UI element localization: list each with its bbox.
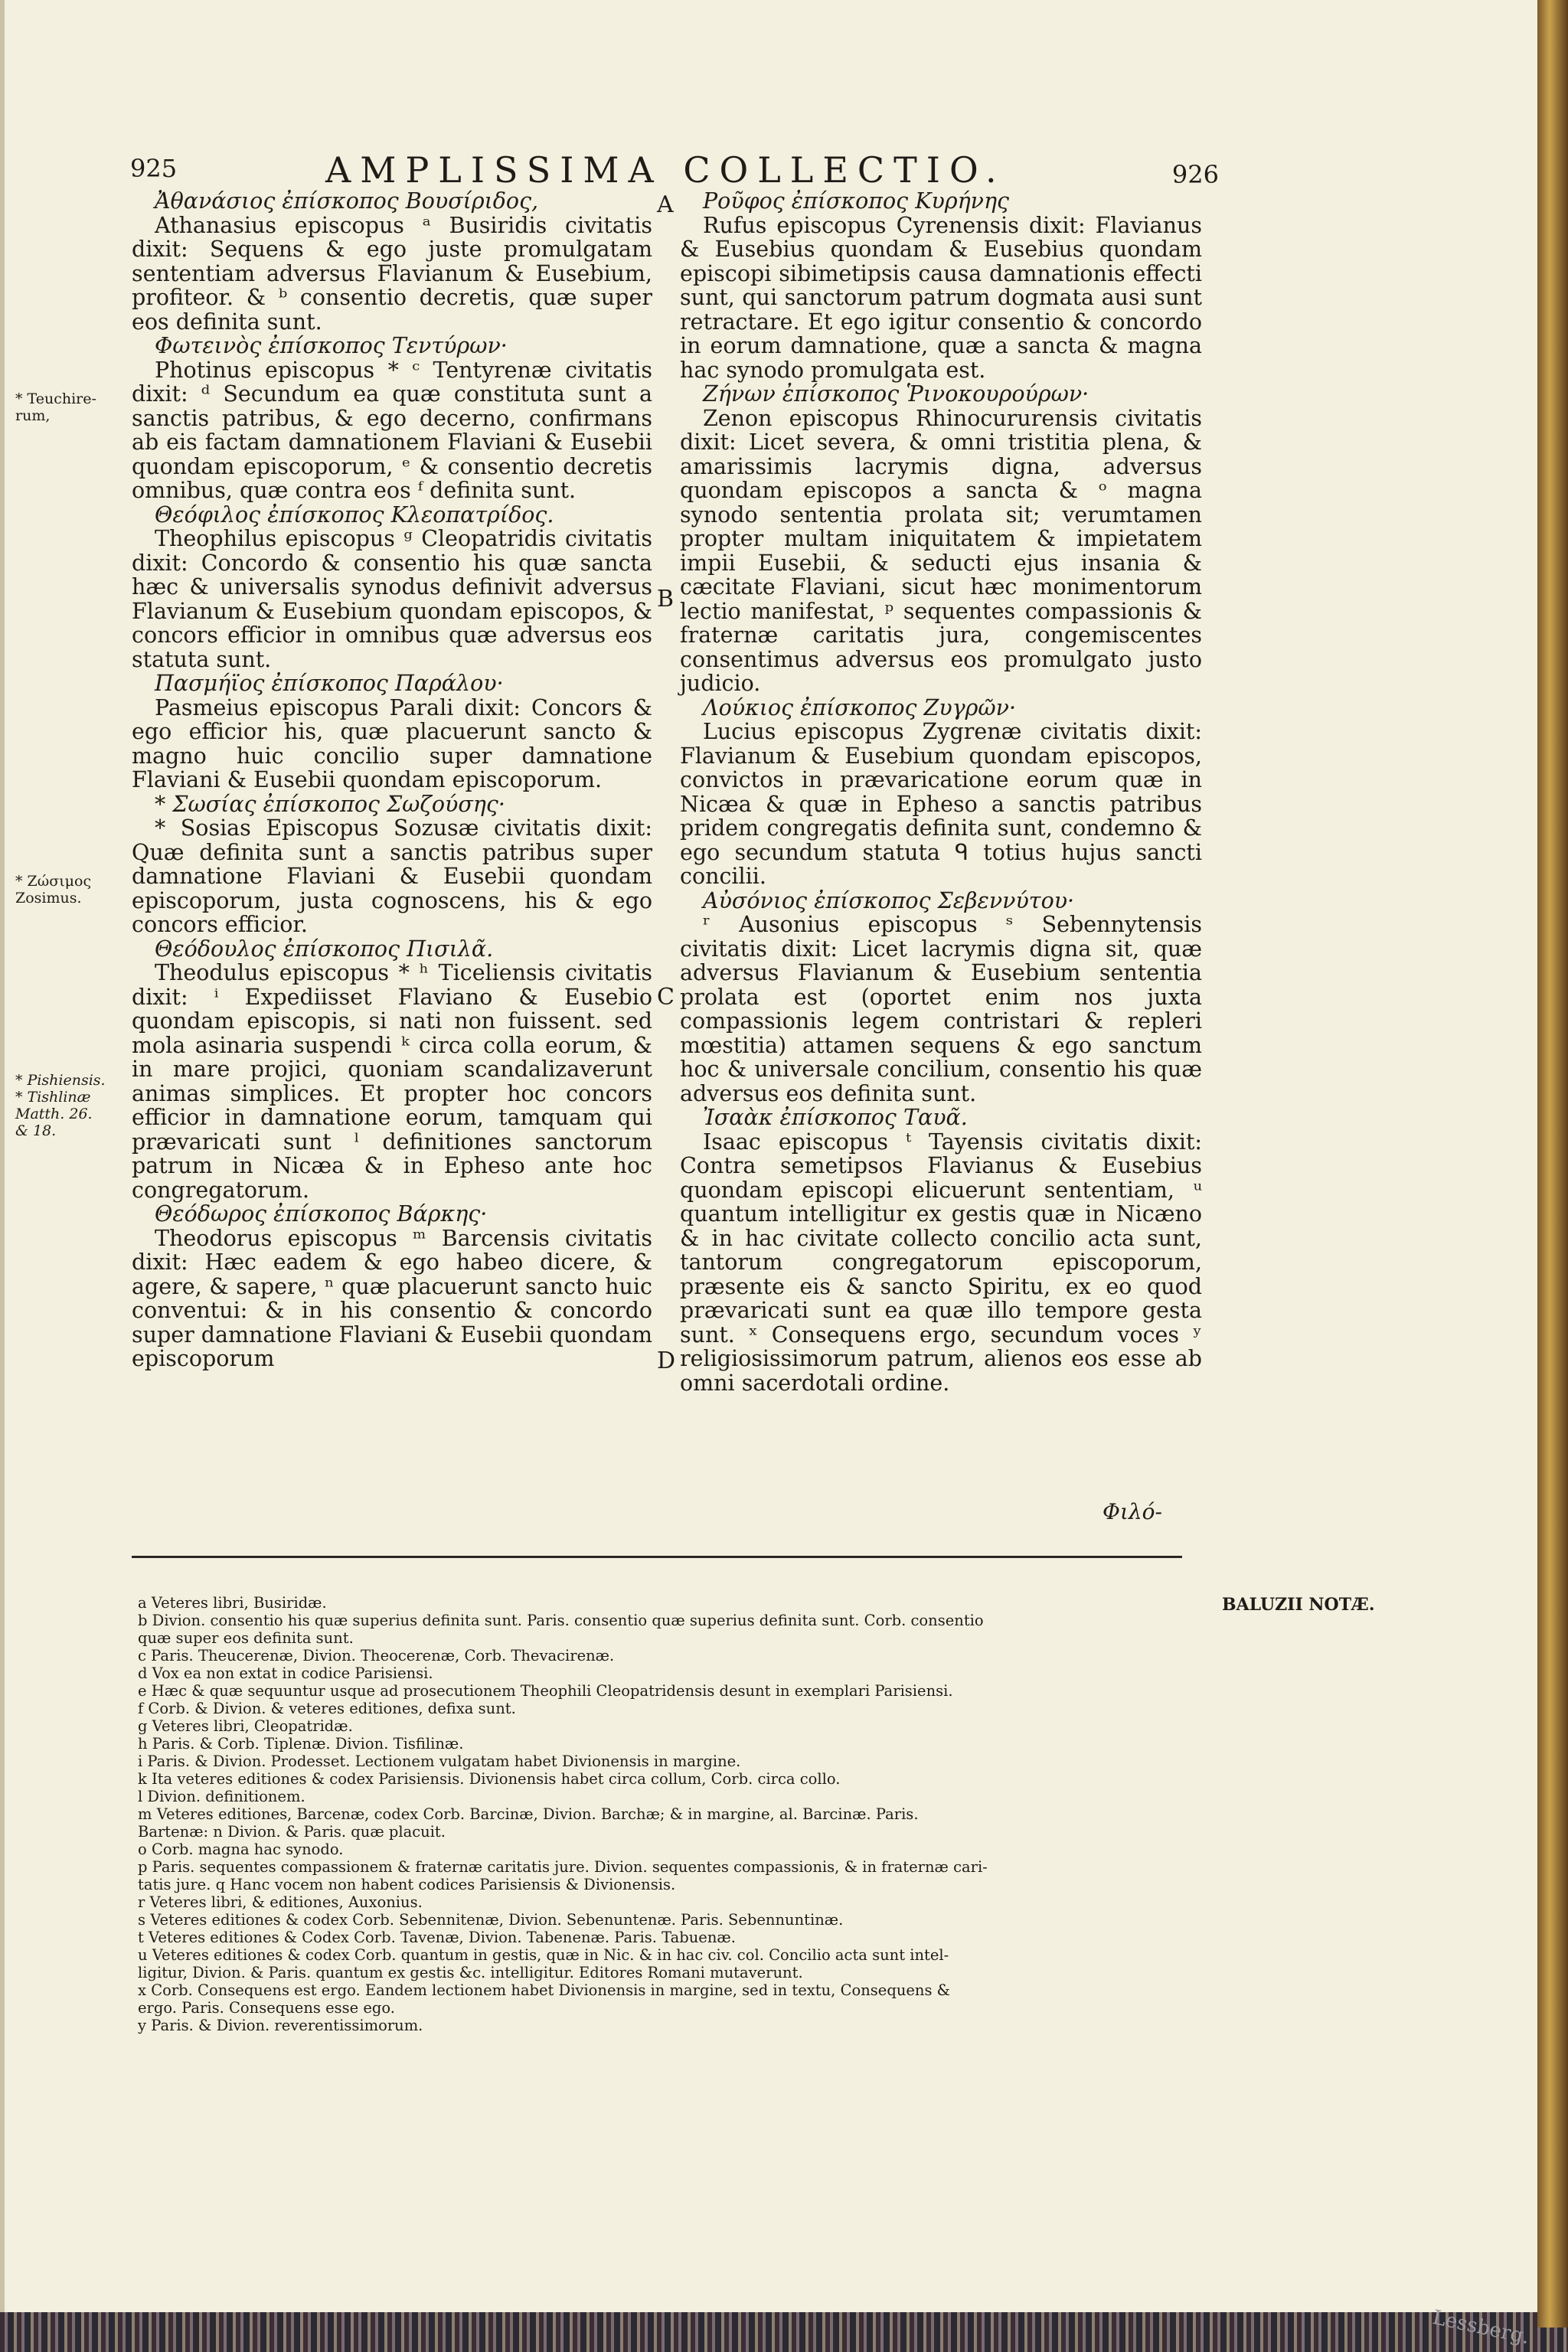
footnote-line: m Veteres editiones, Barcenæ, codex Corb. Barcinæ, Divion. Barchæ; & in margine, al. Barcinæ. Paris. [138, 1805, 919, 1823]
footnote-line: ergo. Paris. Consequens esse ego. [138, 1999, 395, 2017]
greek-heading: Αὐσόνιος ἐπίσκοπος Σεβεννύτου· [703, 887, 1075, 913]
footnote-line: f Corb. & Divion. & veteres editiones, defixa sunt. [138, 1700, 516, 1717]
latin-paragraph: * Sosias Episcopus Sozusæ civitatis dixit: Quæ definita sunt a sanctis patribus super damnatione Flaviani & Eusebii quondam episcoporum, justa cognoscens, his & ego concors efficior. [132, 815, 652, 937]
footnote-rule [132, 1556, 1182, 1558]
latin-paragraph: Zenon episcopus Rhinocururensis civitatis dixit: Licet severa, & omni tristitia plena, & amarissimis lacrymis digna, adversus quondam episcopos a sancta & ᵒ magna synodo sententia prolata sit; verumtamen propter multam iniquitatem & impietatem impii Eusebii, & seducti ejus insania & cæcitate Flaviani, sicut hæc monimentorum lectio manifestat, ᵖ sequentes compassionis & fraternæ caritatis jura, congemiscentes consentimus adversus eos promulgato justo judicio. [680, 405, 1202, 696]
section-marker-a: A [657, 191, 674, 218]
page-number-right: 926 [1171, 160, 1219, 189]
margin-note: * Ζώσιμος Zosimus. [15, 873, 92, 906]
greek-heading: Πασμήϊος ἐπίσκοπος Παράλου· [155, 671, 504, 696]
greek-heading: Ζήνων ἐπίσκοπος Ῥινοκουρούρων· [703, 381, 1089, 407]
latin-paragraph: Theodorus episcopus ᵐ Barcensis civitatis dixit: Hæc eadem & ego habeo dicere, & agere, & sapere, ⁿ quæ placuerunt sancto huic conventui: & in his consentio & concordo super damnatione Flaviani & Eusebii quondam episcoporum [132, 1225, 652, 1371]
footnote-line: r Veteres libri, & editiones, Auxonius. [138, 1893, 423, 1911]
footnote-line: ligitur, Divion. & Paris. quantum ex gestis &c. intelligitur. Editores Romani mutaverunt. [138, 1964, 803, 1981]
footnote-line: e Hæc & quæ sequuntur usque ad prosecutionem Theophili Cleopatridensis desunt in exemplari Parisiensi. [138, 1682, 953, 1700]
footnote-line: c Paris. Theucerenæ, Divion. Theocerenæ, Corb. Thevacirenæ. [138, 1647, 615, 1664]
latin-paragraph: Lucius episcopus Zygrenæ civitatis dixit: Flavianum & Eusebium quondam episcopos, convictos in prævaricatione eorum quæ in Nicæa & quæ in Ephesо a sanctis patribus pridem congregatis definita sunt, condemno & ego secundum statuta ᑫ totius hujus sancti concilii. [680, 719, 1202, 889]
greek-heading: Θεόδωρος ἐπίσκοπος Βάρκης· [155, 1201, 488, 1227]
latin-paragraph: Theodulus episcopus * ʰ Ticeliensis civitatis dixit: ⁱ Expediisset Flaviano & Eusebio quondam episcopis, si nati non fuissent. sed mola asinaria suspendi ᵏ circa colla eorum, & in mare projici, quoniam scandalizaverunt animas simplices. Et propter hoc concors efficior in damnatione eorum, tamquam qui prævaricati sunt ˡ definitiones sanctorum patrum in Nicæa & in Ephesо ante hoc congregatorum. [132, 960, 652, 1203]
footnote-line: g Veteres libri, Cleopatridæ. [138, 1717, 353, 1735]
book-binding [1537, 0, 1568, 2328]
margin-note: * Pishiensis. * Tishlinæ Matth. 26. & 18. [15, 1072, 106, 1139]
page-edge [0, 0, 5, 2312]
greek-heading: * Σωσίας ἐπίσκοπος Σωζούσης· [155, 791, 505, 817]
footnote-line: k Ita veteres editiones & codex Parisiensis. Divionensis habet circa collum, Corb. circa collo. [138, 1770, 841, 1788]
footnote-line: quæ super eos definita sunt. [138, 1629, 354, 1647]
footnote-line: s Veteres editiones & codex Corb. Sebennitenæ, Divion. Sebenuntenæ. Paris. Sebennuntinæ. [138, 1911, 844, 1929]
library-stamp: Lessberg. [1430, 2305, 1532, 2350]
greek-heading: Θεόφιλος ἐπίσκοπος Κλεοπατρίδος. [155, 501, 554, 528]
text-column-right [680, 189, 1202, 1395]
notes-label: BALUZII NOTÆ. [1222, 1595, 1375, 1615]
footnote-line: o Corb. magna hac synodo. [138, 1841, 344, 1858]
running-title: AMPLISSIMA COLLECTIO. [325, 149, 1006, 191]
footnote-line: p Paris. sequentes compassionem & fraternæ caritatis jure. Divion. sequentes compassionis, & in fraternæ cari- [138, 1858, 988, 1876]
footnote-line: d Vox ea non extat in codice Parisiensi. [138, 1664, 433, 1682]
page-number-left: 925 [130, 154, 178, 183]
latin-paragraph: Athanasius episcopus ᵃ Busiridis civitatis dixit: Sequens & ego juste promulgatam sententiam adversus Flavianum & Eusebium, profiteor. & ᵇ consentio decretis, quæ super eos definita sunt. [132, 212, 652, 335]
section-marker-d: D [657, 1348, 676, 1374]
footnote-line: i Paris. & Divion. Prodesset. Lectionem vulgatam habet Divionensis in margine. [138, 1753, 741, 1770]
greek-heading: Ἀθανάσιος ἐπίσκοπος Βουσίριδος, [155, 188, 539, 214]
greek-heading: Φωτεινὸς ἐπίσκοπος Τεντύρων· [155, 333, 508, 358]
footnotes [138, 1594, 1202, 2034]
greek-heading: Ἰσαὰκ ἐπίσκοπος Ταυᾶ. [703, 1105, 968, 1130]
section-marker-b: B [657, 586, 675, 612]
footnote-line: h Paris. & Corb. Tiplenæ. Divion. Tisfilinæ. [138, 1735, 464, 1753]
section-marker-c: C [657, 984, 675, 1011]
footnote-line: t Veteres editiones & Codex Corb. Tavenæ, Divion. Tabenenæ. Paris. Tabuenæ. [138, 1929, 736, 1946]
footnote-line: b Divion. consentio his quæ superius definita sunt. Paris. consentio quæ superius definita sunt. Corb. consentio [138, 1612, 984, 1629]
footnote-line: Bartenæ: n Divion. & Paris. quæ placuit. [138, 1823, 446, 1841]
latin-paragraph: Rufus episcopus Cyrenensis dixit: Flavianus & Eusebius quondam & Eusebius quondam episcopi sibimetipsis causa damnationis effecti sunt, qui sanctorum patrum dogmata ausi sunt retractare. Et ego igitur consentio & concordo in eorum damnatione, quæ a sancta & magna hac synodo promulgata est. [680, 212, 1202, 383]
margin-note: * Teuchire- rum, [15, 390, 96, 424]
greek-heading: Θεόδουλος ἐπίσκοπος Πισιλᾶ. [155, 936, 494, 962]
footnote-line: a Veteres libri, Busiridæ. [138, 1594, 327, 1612]
latin-paragraph: Pasmeius episcopus Parali dixit: Concors & ego efficior his, quæ placuerunt sancto & magno huic concilio super damnatione Flaviani & Eusebii quondam episcoporum. [132, 694, 652, 792]
catchword: Φιλό- [1102, 1499, 1162, 1524]
footnote-line: u Veteres editiones & codex Corb. quantum in gestis, quæ in Nic. & in hac civ. col. Concilio acta sunt intel- [138, 1946, 949, 1964]
greek-heading: Ροῦφος ἐπίσκοπος Κυρήνης [703, 188, 1010, 214]
footnote-line: tatis jure. q Hanc vocem non habent codices Parisiensis & Divionensis. [138, 1876, 676, 1893]
footnote-line: y Paris. & Divion. reverentissimorum. [138, 2017, 423, 2034]
footnote-line: l Divion. definitionem. [138, 1788, 305, 1805]
latin-paragraph: ʳ Ausonius episcopus ˢ Sebennytensis civitatis dixit: Licet lacrymis digna sit, quæ adversus Flavianum & Eusebium sententia prolata est (oportet enim nos juxta compassionis legem contristari & repleri mœstitia) attamen sequens & ego sanctum hoc & universale concilium, consentio his quæ adversus eos definita sunt. [680, 912, 1202, 1106]
latin-paragraph: Theophilus episcopus ᵍ Cleopatridis civitatis dixit: Concordo & consentio his quæ sancta hæc & universalis synodus definivit adversus Flavianum & Eusebium quondam episcopos, & concors efficior in omnibus quæ adversus eos statuta sunt. [132, 526, 652, 672]
text-column-left [132, 189, 652, 1371]
greek-heading: Λούκιος ἐπίσκοπος Ζυγρῶν· [703, 694, 1017, 720]
footnote-line: x Corb. Consequens est ergo. Eandem lectionem habet Divionensis in margine, sed in textu, Consequens & [138, 1981, 951, 1999]
latin-paragraph: Isaac episcopus ᵗ Tayensis civitatis dixit: Contra semetipsos Flavianus & Eusebius quondam episcopi elicuerunt sententiam, ᵘ quantum intelligitur ex gestis quæ in Nicæno & in hac civitate collecto concilio acta sunt, tantorum congregatorum episcoporum, præsente eis & sancto Spiritu, ex eo quod prævaricati sunt ea quæ illo tempore gesta sunt. ˣ Consequens ergo, secundum voces ʸ religiosissimorum patrum, alienos eos esse ab omni sacerdotali ordine. [680, 1129, 1202, 1396]
latin-paragraph: Photinus episcopus * ᶜ Tentyrenæ civitatis dixit: ᵈ Secundum ea quæ constituta sunt a sanctis patribus, & ego decerno, confirmans ab eis factam damnationem Flaviani & Eusebii quondam episcoporum, ᵉ & consentio decretis omnibus, quæ contra eos ᶠ definita sunt. [132, 357, 652, 503]
